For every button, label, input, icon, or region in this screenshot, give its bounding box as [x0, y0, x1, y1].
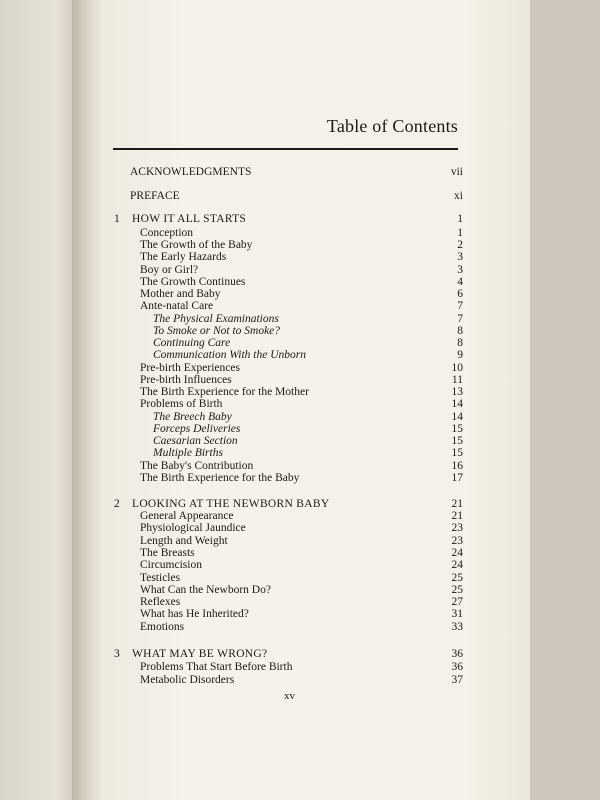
page-number: 37 — [451, 673, 463, 686]
entry-title: The Breasts — [140, 546, 195, 559]
chapter-number: 3 — [114, 648, 120, 660]
page-number: 9 — [457, 349, 463, 362]
entry-title: Testicles — [140, 571, 181, 584]
page-number: 21 — [451, 510, 463, 522]
entry-title: Communication With the Unborn — [153, 349, 307, 362]
page-number: 23 — [451, 534, 463, 547]
page-number: 33 — [451, 620, 463, 633]
toc-entry-row[interactable] — [110, 398, 462, 411]
toc-front-row[interactable] — [110, 190, 462, 203]
toc-entry-row[interactable] — [110, 608, 462, 621]
toc-entry-row[interactable] — [110, 423, 462, 436]
toc-chapter-row[interactable] — [110, 648, 462, 661]
toc-entry-row[interactable] — [110, 362, 462, 375]
entry-title: Problems That Start Before Birth — [140, 661, 293, 673]
page-number: 2 — [457, 239, 463, 252]
page-number: 11 — [451, 373, 463, 386]
chapter-title: WHAT MAY BE WRONG? — [132, 648, 268, 660]
page-number: 3 — [457, 263, 463, 276]
page-number: 3 — [457, 251, 463, 264]
toc-entry-row[interactable] — [110, 535, 462, 548]
toc-entry-row[interactable] — [110, 559, 462, 572]
entry-title: Forceps Deliveries — [153, 422, 241, 435]
toc-entry-row[interactable] — [110, 251, 462, 264]
chapter-title: HOW IT ALL STARTS — [132, 213, 247, 225]
page-number: 8 — [457, 337, 463, 350]
toc-entry-row[interactable] — [110, 447, 462, 460]
toc-entry-row[interactable] — [110, 300, 462, 313]
toc-entry-row[interactable] — [110, 288, 462, 301]
entry-title: ACKNOWLEDGMENTS — [130, 166, 252, 178]
entry-title: Problems of Birth — [140, 398, 223, 411]
entry-title: PREFACE — [130, 190, 180, 202]
entry-title: Physiological Jaundice — [140, 522, 246, 535]
entry-title: The Birth Experience for the Baby — [140, 471, 300, 484]
page-number: 1 — [457, 213, 463, 225]
entry-title: What has He Inherited? — [140, 608, 249, 621]
page-number: 17 — [451, 471, 463, 484]
page-number: 15 — [451, 422, 463, 435]
toc-front-row[interactable] — [110, 166, 462, 179]
toc-entry-row[interactable] — [110, 386, 462, 399]
toc-entry-row[interactable] — [110, 337, 462, 350]
page-number: 13 — [451, 386, 463, 399]
page-number: 16 — [451, 459, 463, 472]
page-number: 7 — [457, 300, 463, 313]
toc-chapter-row[interactable] — [110, 213, 462, 226]
page-number: 25 — [451, 583, 463, 596]
toc-entry-row[interactable] — [110, 584, 462, 597]
toc-entry-row[interactable] — [110, 276, 462, 289]
page-number: 8 — [457, 324, 463, 337]
toc-entry-row[interactable] — [110, 349, 462, 362]
entry-title: The Baby's Contribution — [140, 459, 254, 472]
page-number: 14 — [451, 398, 463, 411]
toc-entry-row[interactable] — [110, 547, 462, 560]
entry-title: The Physical Examinations — [153, 312, 279, 325]
entry-title: To Smoke or Not to Smoke? — [153, 324, 281, 337]
entry-title: The Breech Baby — [153, 410, 232, 423]
entry-title: Mother and Baby — [140, 288, 221, 301]
page-number: xi — [454, 190, 463, 202]
page-number: 27 — [451, 596, 463, 609]
entry-title: Length and Weight — [140, 534, 228, 547]
toc-entry-row[interactable] — [110, 435, 462, 448]
entry-title: What Can the Newborn Do? — [140, 583, 271, 596]
entry-title: Conception — [140, 227, 194, 239]
page-folio: xv — [284, 690, 295, 702]
entry-title: Pre-birth Experiences — [140, 361, 240, 374]
toc-entry-row[interactable] — [110, 264, 462, 277]
toc-entry-row[interactable] — [110, 460, 462, 473]
page-number: 21 — [451, 498, 463, 510]
page-number: 31 — [451, 608, 463, 621]
toc-entry-row[interactable] — [110, 596, 462, 609]
entry-title: The Growth of the Baby — [140, 239, 253, 252]
page-number: 6 — [457, 288, 463, 301]
toc-entry-row[interactable] — [110, 374, 462, 387]
toc-entry-row[interactable] — [110, 572, 462, 585]
title-rule — [113, 148, 458, 150]
page-number: 24 — [451, 546, 463, 559]
entry-title: Emotions — [140, 620, 185, 633]
background-surface — [530, 0, 600, 800]
page-number: 15 — [451, 447, 463, 460]
entry-title: The Birth Experience for the Mother — [140, 386, 309, 399]
entry-title: Boy or Girl? — [140, 263, 199, 276]
page-number: 10 — [451, 361, 463, 374]
entry-title: General Appearance — [140, 510, 234, 522]
toc-entry-row[interactable] — [110, 313, 462, 326]
toc-entry-row[interactable] — [110, 239, 462, 252]
page-number: 25 — [451, 571, 463, 584]
page-number: 36 — [451, 661, 463, 673]
page-number: 7 — [457, 312, 463, 325]
entry-title: Caesarian Section — [153, 435, 238, 448]
page-number: 23 — [451, 522, 463, 535]
chapter-number: 1 — [114, 213, 120, 225]
page-number: 1 — [457, 227, 463, 239]
entry-title: Multiple Births — [153, 447, 223, 460]
toc-entry-row[interactable] — [110, 411, 462, 424]
page-number: 14 — [451, 410, 463, 423]
entry-title: Reflexes — [140, 596, 181, 609]
toc-entry-row[interactable] — [110, 621, 462, 634]
toc-entry-row[interactable] — [110, 522, 462, 535]
entry-title: Pre-birth Influences — [140, 373, 232, 386]
page-number: 24 — [451, 559, 463, 572]
entry-title: Continuing Care — [153, 337, 231, 350]
page-number: 4 — [457, 275, 463, 288]
entry-title: Circumcision — [140, 559, 202, 572]
toc-entry-row[interactable] — [110, 227, 462, 240]
toc-entry-row[interactable] — [110, 472, 462, 485]
entry-title: Ante-natal Care — [140, 300, 214, 313]
toc-entry-row[interactable] — [110, 510, 462, 523]
entry-title: The Early Hazards — [140, 251, 227, 264]
toc-entry-row[interactable] — [110, 325, 462, 338]
page-number: vii — [450, 166, 463, 178]
facing-page-edge — [0, 0, 78, 800]
entry-title: Metabolic Disorders — [140, 673, 235, 686]
toc-entry-row[interactable] — [110, 674, 462, 687]
page-number: 36 — [451, 648, 463, 660]
toc-entry-row[interactable] — [110, 661, 462, 674]
entry-title: The Growth Continues — [140, 275, 246, 288]
page-number: 15 — [451, 435, 463, 448]
page-title: Table of Contents — [326, 116, 458, 136]
chapter-number: 2 — [114, 498, 120, 510]
chapter-title: LOOKING AT THE NEWBORN BABY — [132, 498, 330, 510]
